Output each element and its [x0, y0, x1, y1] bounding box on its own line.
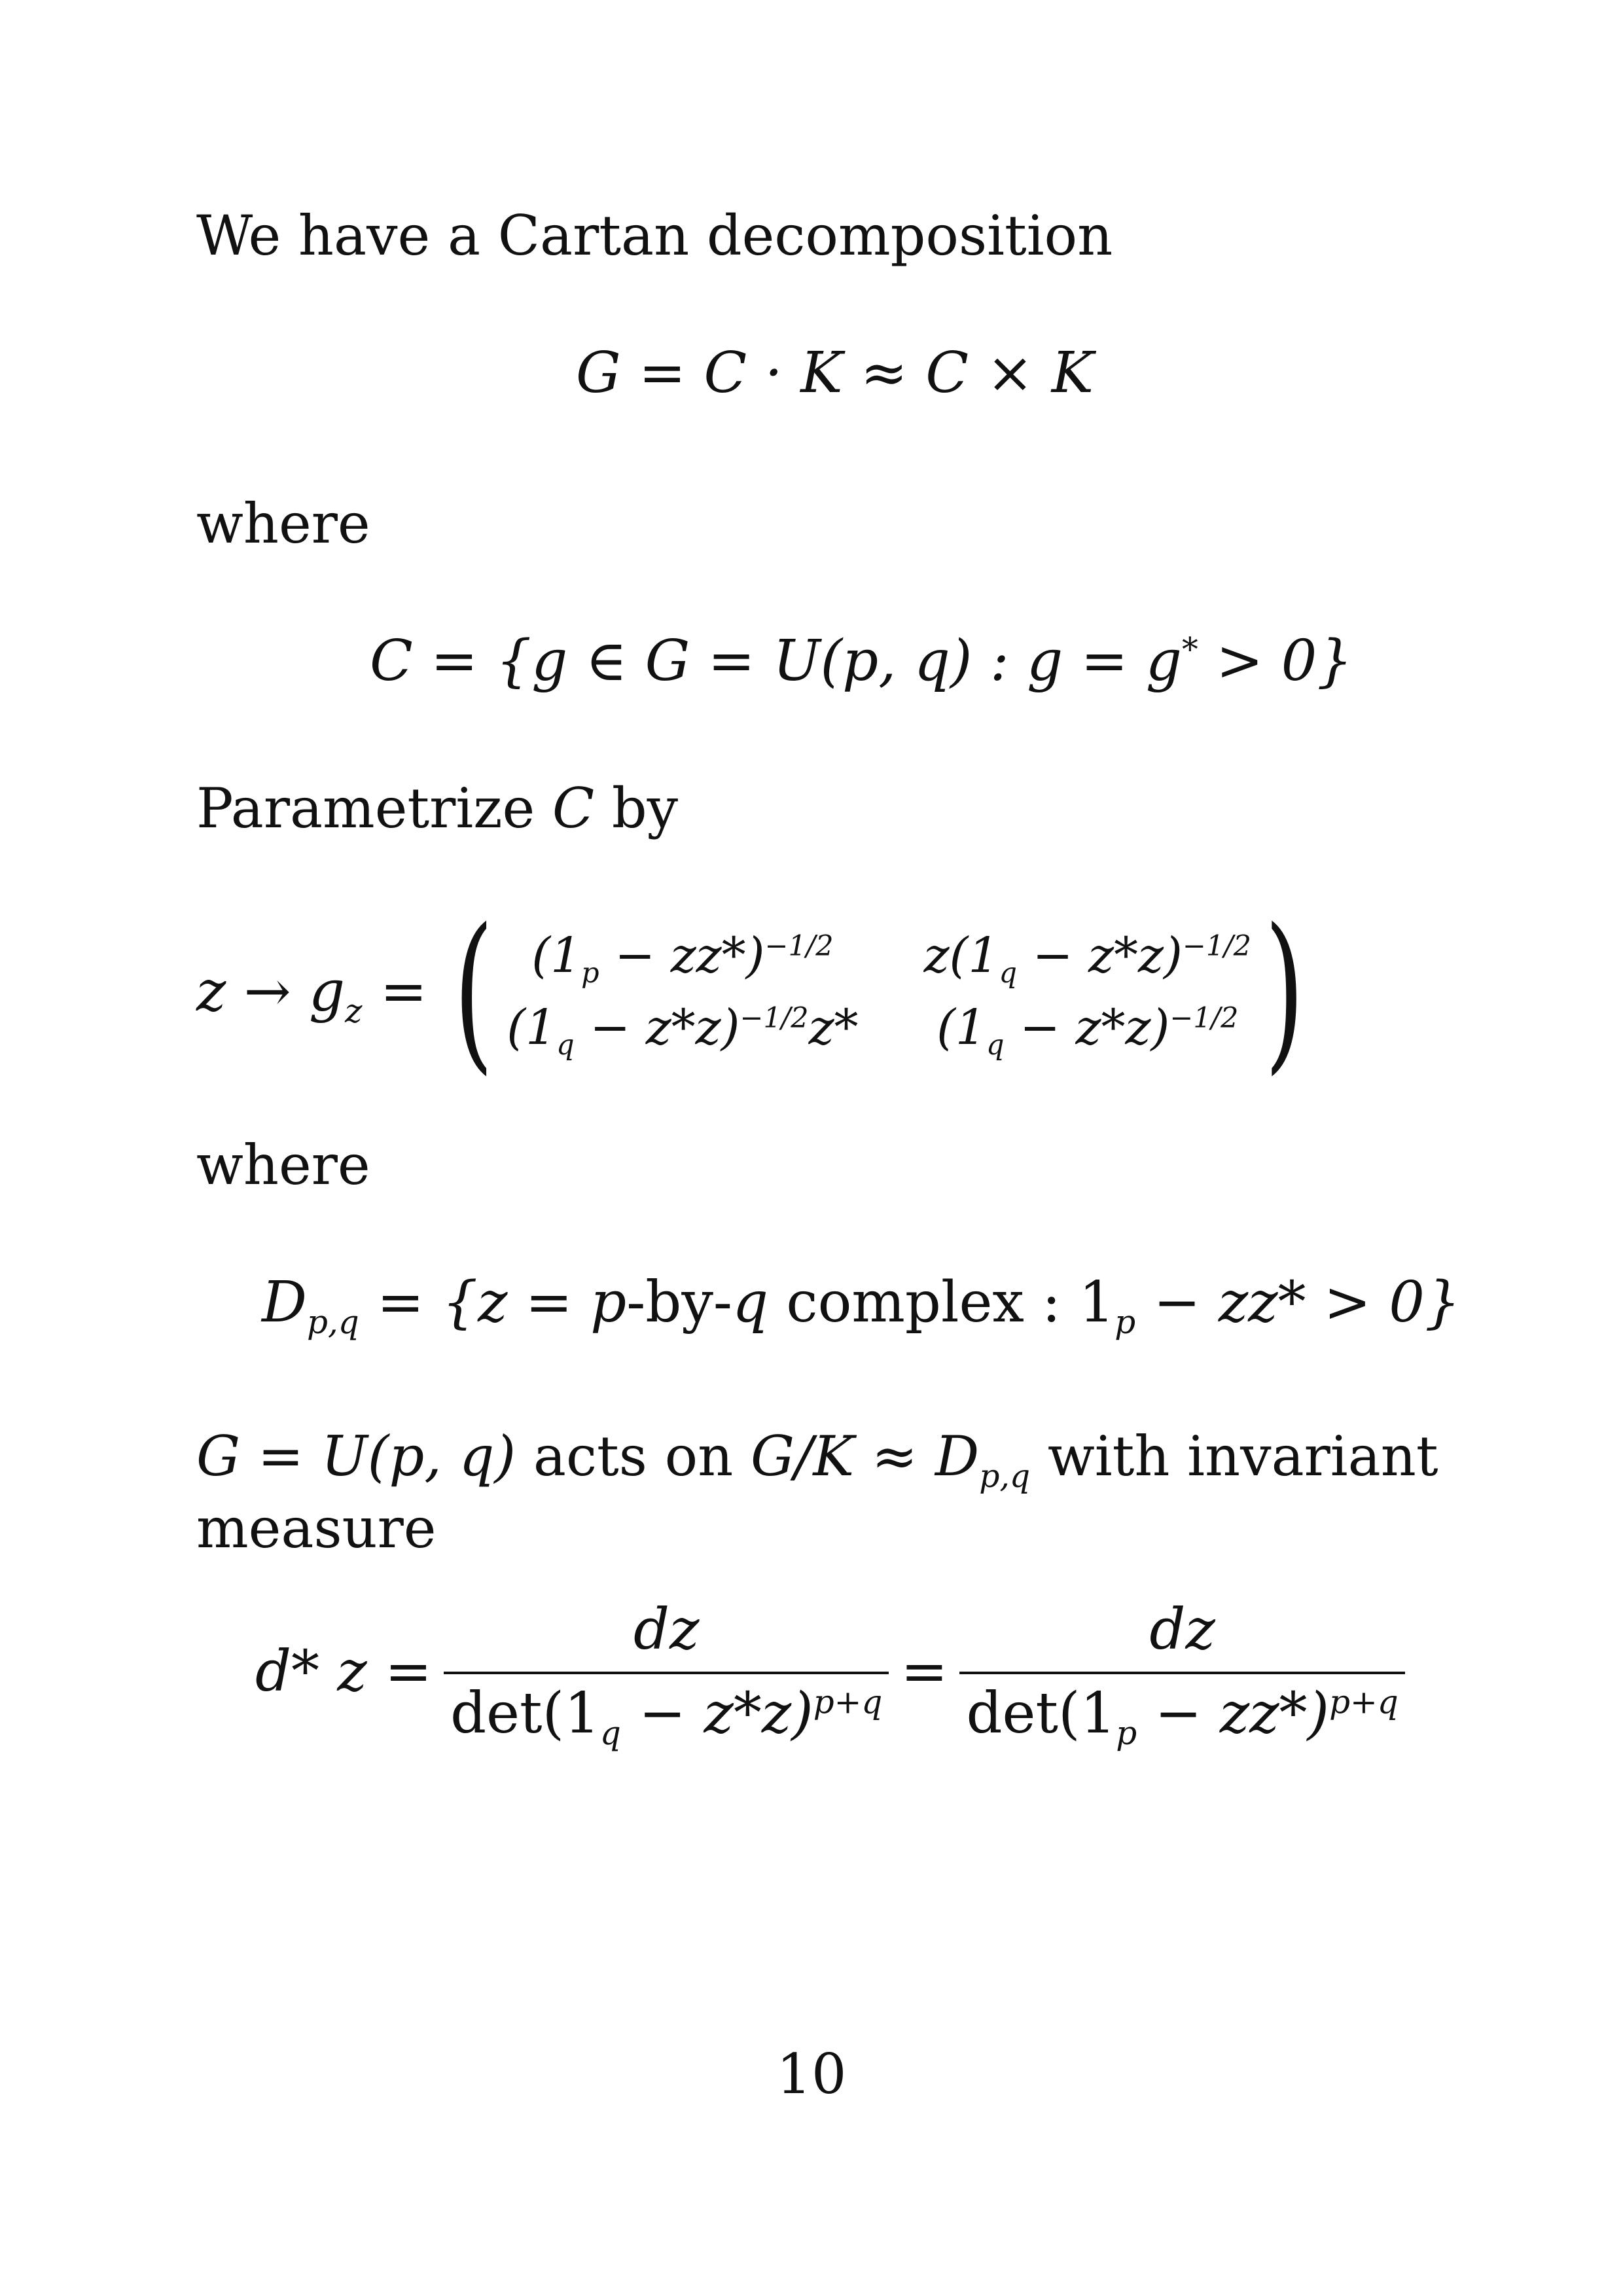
matrix-cell-21: $(1_q - z*z)^{-1/2}z*$: [507, 999, 859, 1062]
left-paren: (: [454, 893, 493, 1090]
action-text: G = U(p, q) acts on $G/K \approx D_{p,q}$ with invariant: [196, 1424, 1438, 1495]
where-text-2: where: [196, 1133, 370, 1197]
where-text-1: where: [196, 492, 370, 556]
cartan-equation: G = C · K ≈ C × K: [576, 340, 1094, 406]
measure-word: measure: [196, 1496, 437, 1560]
parametrize-text: Parametrize C by: [196, 776, 679, 840]
measure-lhs: d* z =: [255, 1639, 433, 1704]
page-number: 10: [776, 2042, 847, 2106]
matrix-cell-11: $(1_p - zz*)^{-1/2}$: [531, 927, 834, 990]
param-lhs: $z \to g_z$ =: [196, 959, 427, 1031]
measure-equals: =: [901, 1639, 948, 1704]
domain-equation: $D_{p,q} = \{z = p-by-q$ complex : $1_p - zz* > 0$}: [262, 1270, 1461, 1342]
measure-equation: [255, 1597, 1417, 1753]
matrix-cell-22: $(1_q - z*z)^{-1/2}$: [936, 999, 1239, 1062]
measure-fraction-2: $\frac{dz}{\det(1_p - zz*)^{p+q}}$: [959, 1597, 1404, 1746]
intro-text: We have a Cartan decomposition: [196, 204, 1113, 268]
parametrization-equation: [196, 893, 1317, 1090]
matrix-gz: [507, 920, 1251, 1064]
matrix-cell-12: $z(1_q - z*z)^{-1/2}$: [923, 927, 1251, 990]
c-set-equation: C = {g ∈ G = U(p, q) : g = g* > 0}: [370, 628, 1353, 694]
right-paren: ): [1264, 893, 1305, 1090]
measure-fraction-1: $\frac{dz}{\det(1_q - z*z)^{p+q}}$: [444, 1597, 889, 1746]
